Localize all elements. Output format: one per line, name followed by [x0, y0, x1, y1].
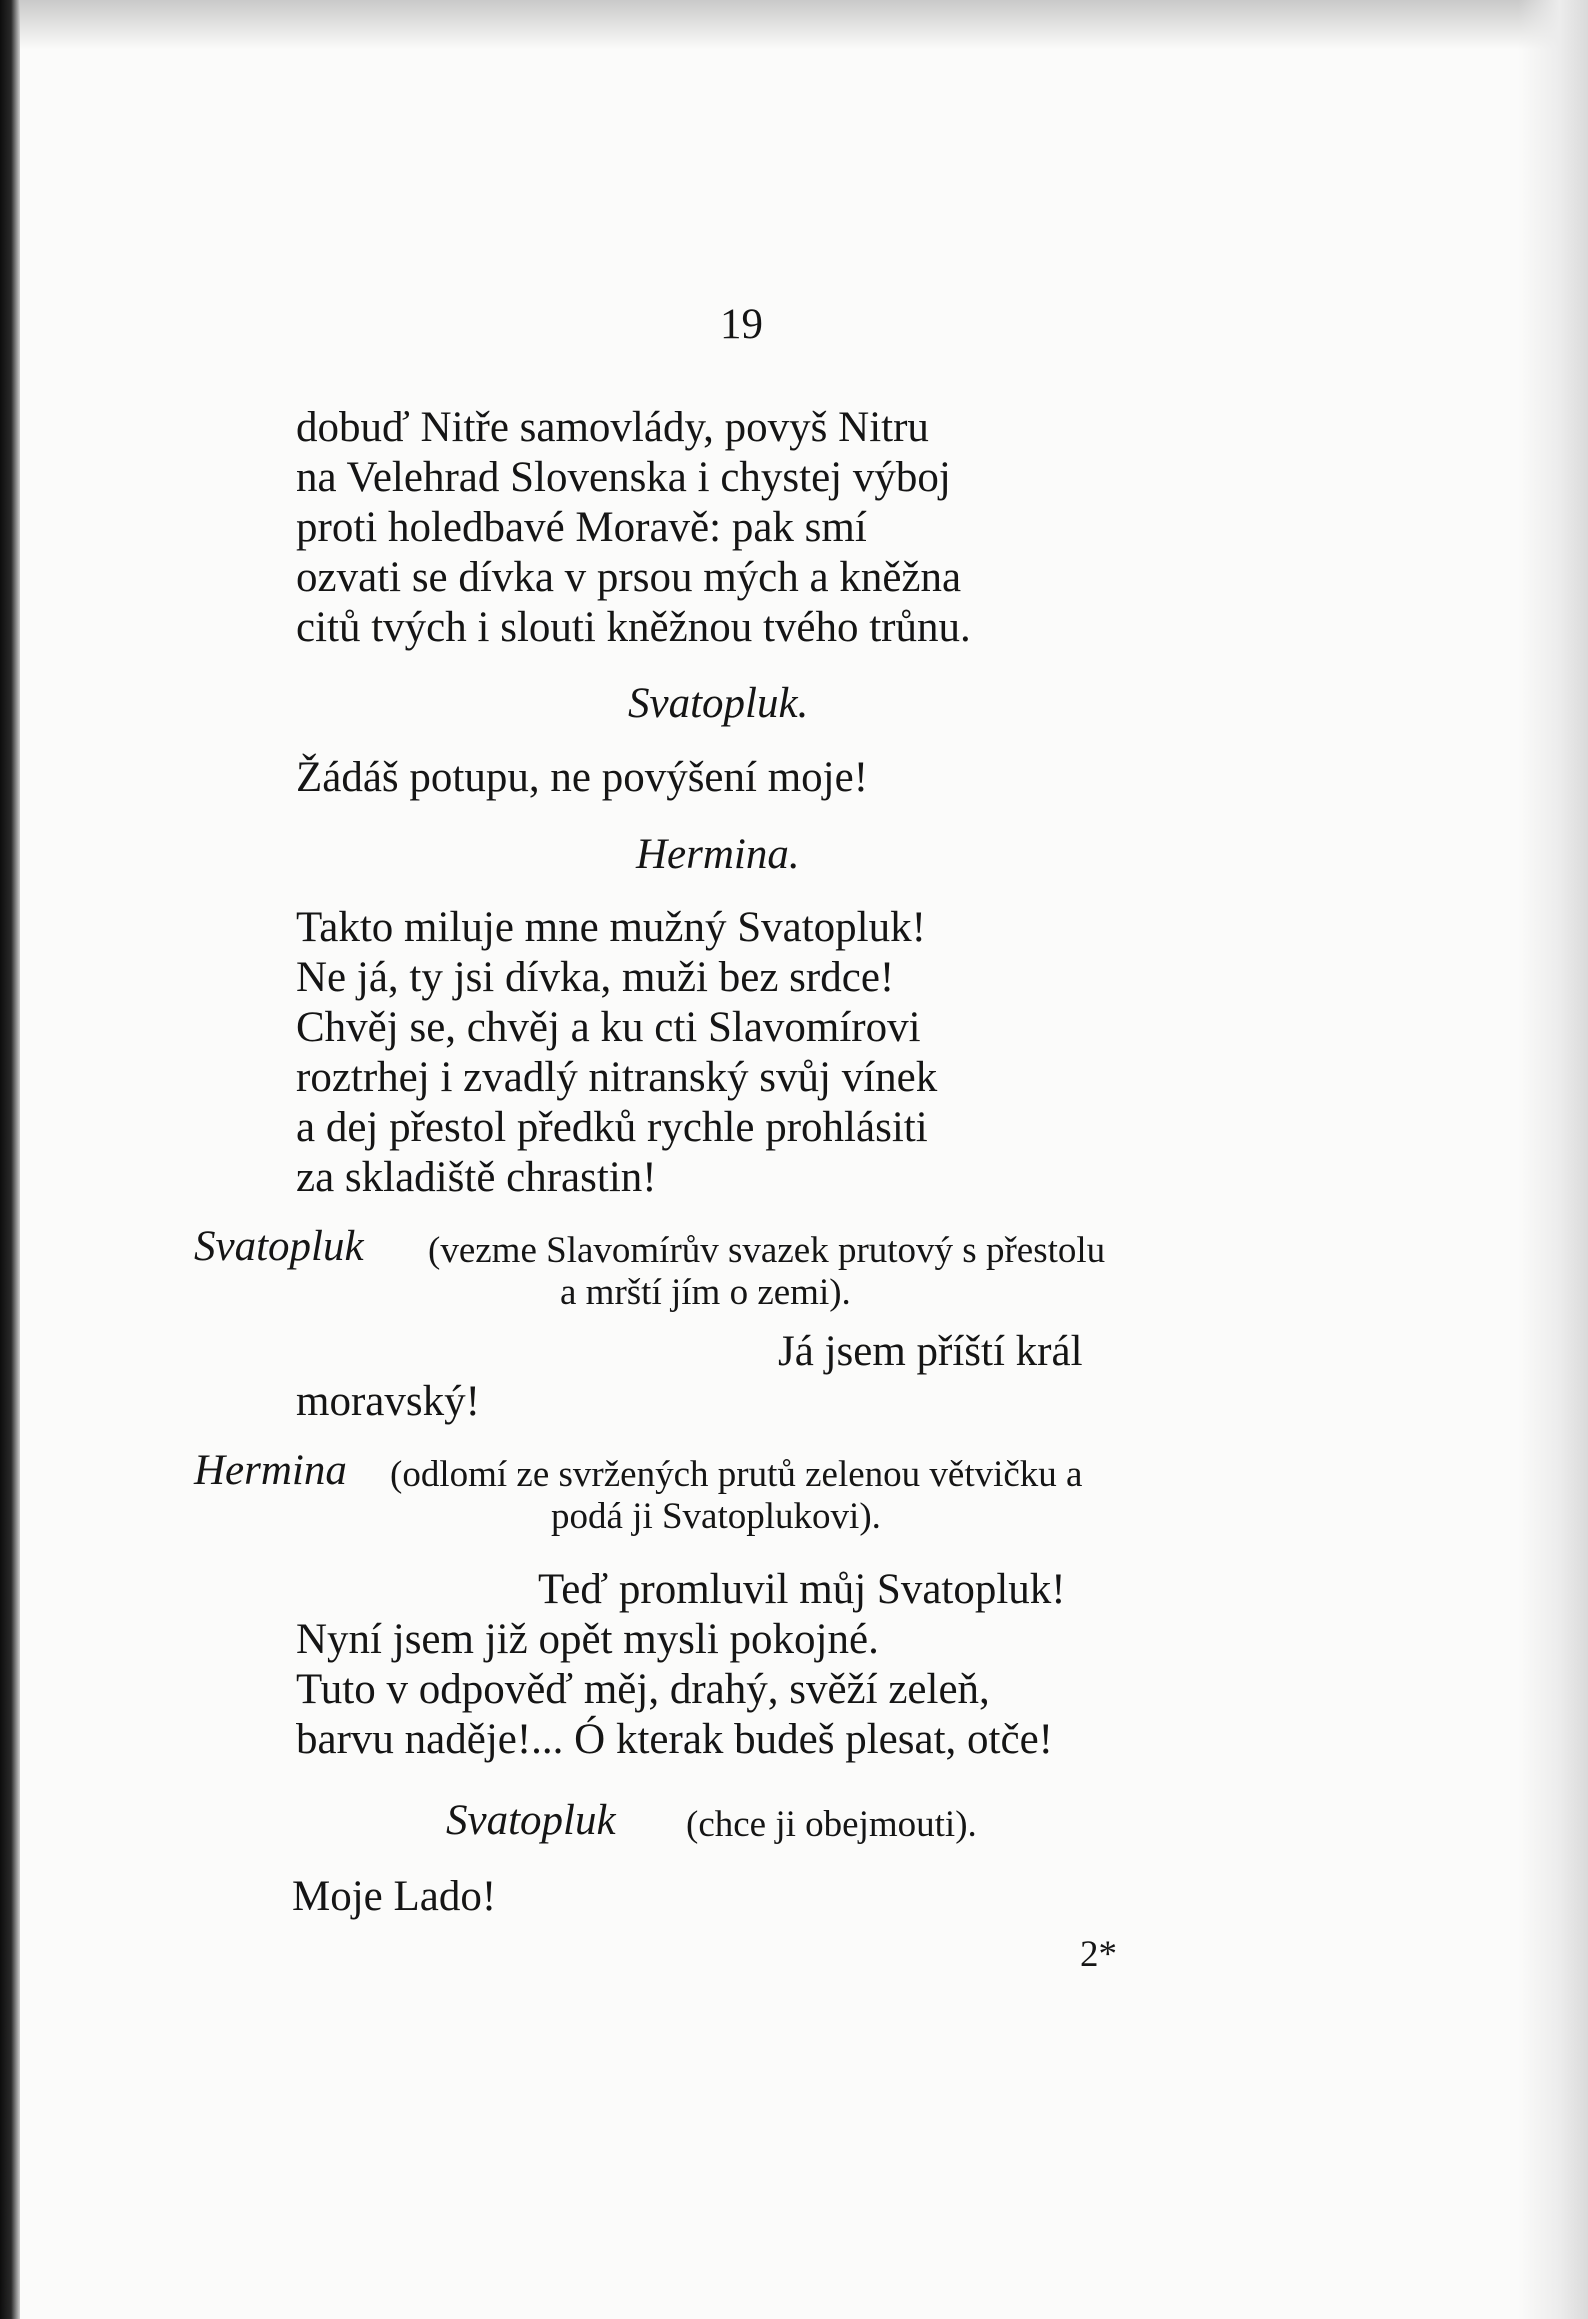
verse-line: Nyní jsem již opět mysli pokojné.: [296, 1616, 879, 1663]
verse-line: Ne já, ty jsi dívka, muži bez srdce!: [296, 954, 895, 1001]
speaker-name: Svatopluk: [446, 1797, 616, 1844]
speaker-name: Svatopluk: [194, 1223, 364, 1270]
stage-direction: (odlomí ze svržených prutů zelenou větvičku a: [390, 1454, 1083, 1495]
verse-line: Moje Lado!: [292, 1873, 497, 1920]
stage-direction: a mrští jím o zemi).: [560, 1272, 851, 1313]
verse-line: Teď promluvil můj Svatopluk!: [538, 1566, 1066, 1613]
verse-line: na Velehrad Slovenska i chystej výboj: [296, 454, 951, 501]
verse-line: Tuto v odpověď měj, drahý, svěží zeleň,: [296, 1666, 990, 1713]
verse-line: Chvěj se, chvěj a ku cti Slavomírovi: [296, 1004, 921, 1051]
right-edge-shadow: [1518, 0, 1588, 2319]
verse-line: roztrhej i zvadlý nitranský svůj vínek: [296, 1054, 938, 1101]
speaker-name: Svatopluk.: [628, 680, 809, 727]
verse-line: Já jsem příští král: [778, 1328, 1083, 1375]
stage-direction: (chce ji obejmouti).: [686, 1804, 977, 1845]
printer-signature-mark: 2*: [1080, 1934, 1117, 1975]
verse-line: Žádáš potupu, ne povýšení moje!: [296, 754, 869, 801]
speaker-name: Hermina.: [636, 831, 800, 878]
stage-direction: podá ji Svatoplukovi).: [551, 1496, 881, 1537]
book-spine-shadow: [0, 0, 20, 2319]
verse-line: a dej přestol předků rychle prohlásiti: [296, 1104, 928, 1151]
verse-line: ozvati se dívka v prsou mých a kněžna: [296, 554, 962, 601]
verse-line: Takto miluje mne mužný Svatopluk!: [296, 904, 926, 951]
page-number: 19: [720, 301, 763, 348]
verse-line: citů tvých i slouti kněžnou tvého trůnu.: [296, 604, 971, 651]
top-edge-shadow: [20, 0, 1588, 50]
verse-line: barvu naděje!... Ó kterak budeš plesat, otče!: [296, 1716, 1053, 1763]
verse-line: dobuď Nitře samovlády, povyš Nitru: [296, 404, 929, 451]
verse-line: proti holedbavé Moravě: pak smí: [296, 504, 867, 551]
verse-line: za skladiště chrastin!: [296, 1154, 657, 1201]
stage-direction: (vezme Slavomírův svazek prutový s přestolu: [428, 1230, 1106, 1271]
speaker-name: Hermina: [194, 1447, 347, 1494]
verse-line: moravský!: [296, 1378, 480, 1425]
